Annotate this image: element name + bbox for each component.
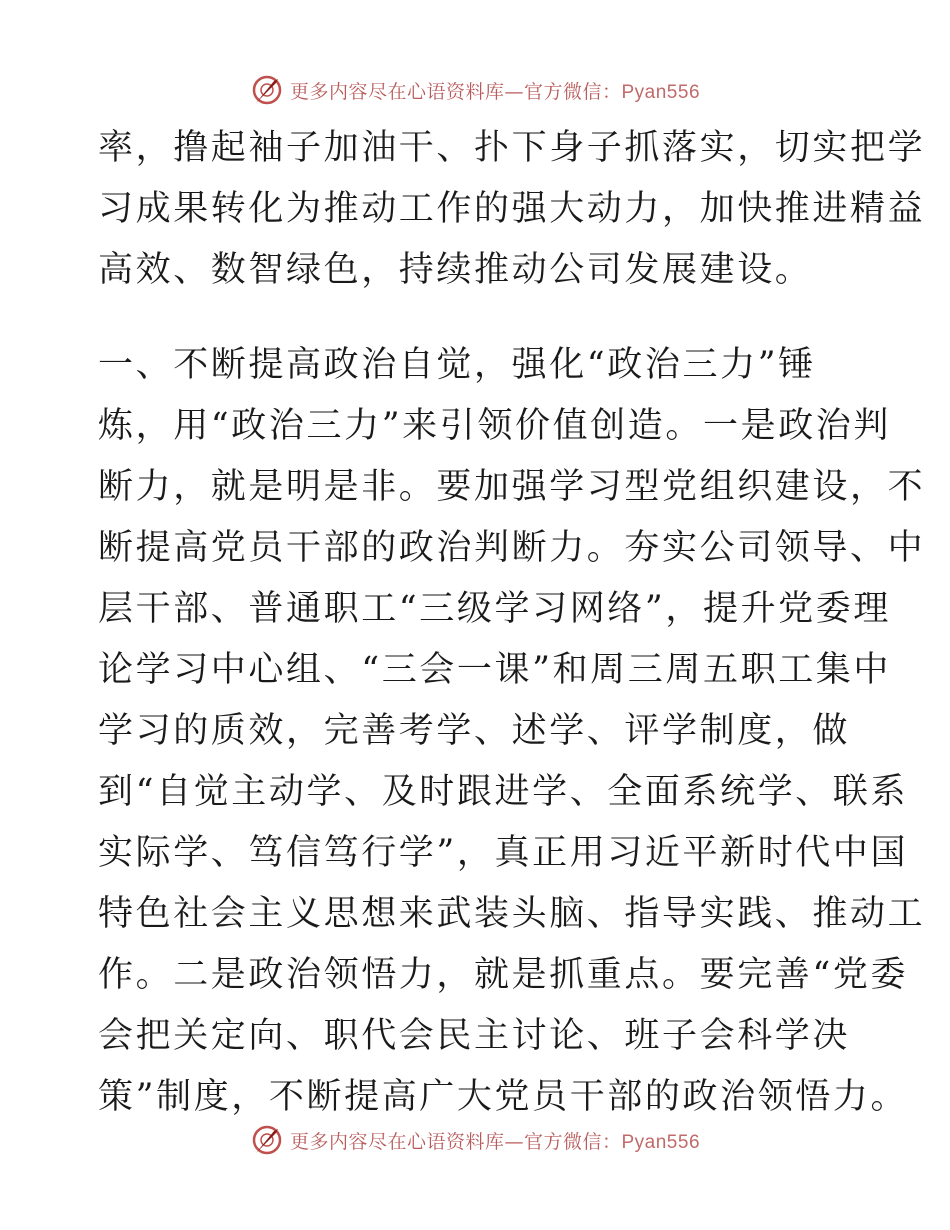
- quill-circle-icon: [250, 73, 284, 107]
- text-line: 学习的质效，完善考学、述学、评学制度，做: [98, 711, 851, 751]
- text-line: 率，撸起袖子加油干、扑下身子抓落实，切实把学: [98, 128, 926, 168]
- text-line: 作。二是政治领悟力，就是抓重点。要完善“党委: [98, 955, 909, 995]
- document-body: [98, 118, 926, 1128]
- watermark-wechat-id: Pyan556: [621, 81, 701, 103]
- text-line: 特色社会主义思想来武装头脑、指导实践、推动工: [98, 894, 926, 934]
- text-line: 炼，用“政治三力”来引领价值创造。一是政治判: [98, 406, 891, 446]
- paragraph-1: [98, 118, 926, 301]
- text-line: 一、不断提高政治自觉，强化“政治三力”锤: [98, 345, 816, 385]
- text-line: 策”制度，不断提高广大党员干部的政治领悟力。: [98, 1077, 909, 1117]
- watermark-text: [290, 1127, 700, 1154]
- text-line: 实际学、笃信笃行学”，真正用习近平新时代中国: [98, 833, 909, 873]
- watermark-text: [290, 77, 700, 104]
- text-line: 断力，就是明是非。要加强学习型党组织建设，不: [98, 467, 926, 507]
- text-line: 论学习中心组、“三会一课”和周三周五职工集中: [98, 650, 891, 690]
- text-line: 会把关定向、职代会民主讨论、班子会科学决: [98, 1016, 851, 1056]
- watermark-text-cn: 更多内容尽在心语资料库—官方微信：: [289, 80, 622, 103]
- footer-watermark: [0, 1120, 950, 1160]
- text-line: 到“自觉主动学、及时跟进学、全面系统学、联系: [98, 772, 909, 812]
- text-line: 层干部、普通职工“三级学习网络”，提升党委理: [98, 589, 891, 629]
- text-line: 断提高党员干部的政治判断力。夯实公司领导、中: [98, 528, 926, 568]
- watermark-text-cn: 更多内容尽在心语资料库—官方微信：: [289, 1130, 622, 1153]
- watermark-wechat-id: Pyan556: [621, 1131, 701, 1153]
- quill-circle-icon: [250, 1123, 284, 1157]
- text-line: 习成果转化为推动工作的强大动力，加快推进精益: [98, 189, 926, 229]
- header-watermark: [0, 70, 950, 110]
- text-line: 高效、数智绿色，持续推动公司发展建设。: [98, 250, 813, 290]
- paragraph-2: [98, 335, 926, 1128]
